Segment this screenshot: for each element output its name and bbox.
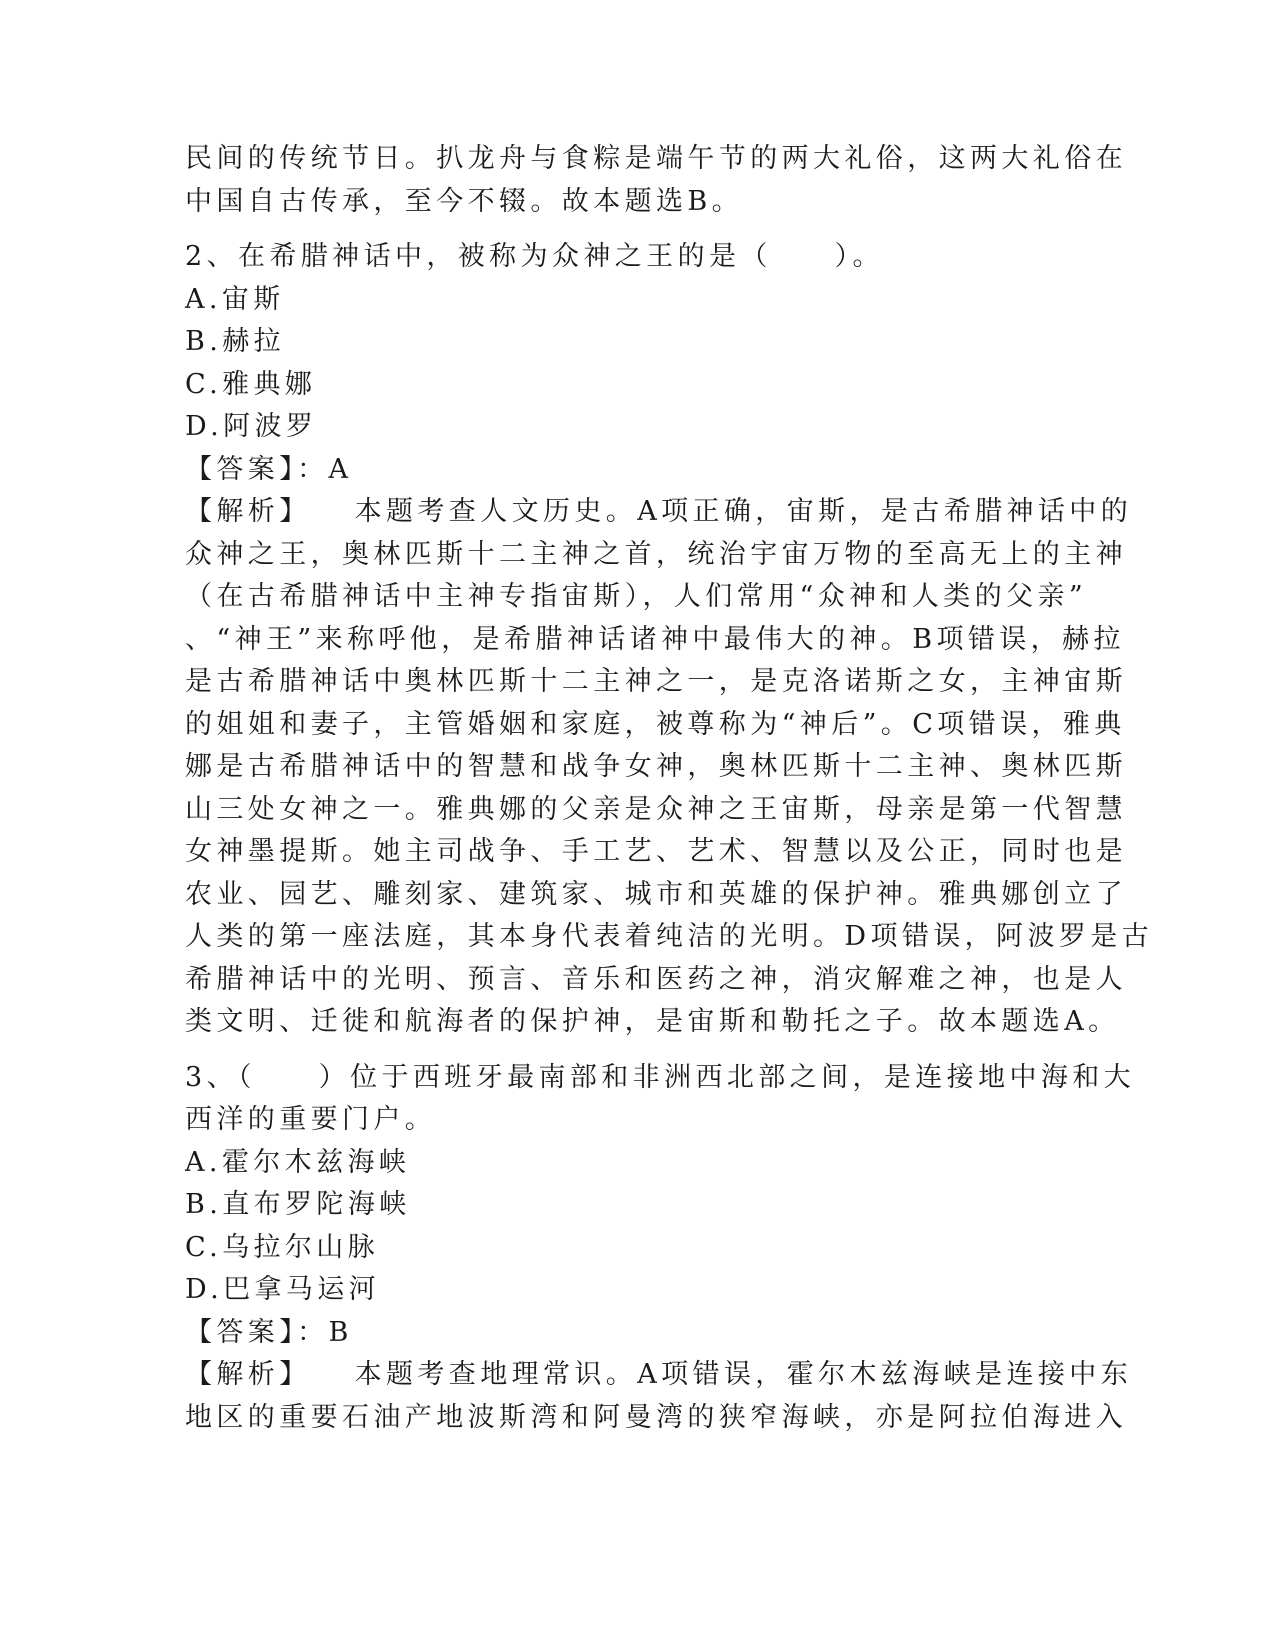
explanation-text: 本题考查地理常识。A项错误，霍尔木兹海峡是连接中东 [354,1359,1133,1390]
explanation-line: 的姐姐和妻子，主管婚姻和家庭，被尊称为“神后”。C项错误，雅典 [185,708,1126,740]
answer-line: 【答案】：A [185,453,353,485]
option-b: B.赫拉 [185,326,286,357]
explanation-line: 类文明、迁徙和航海者的保护神，是宙斯和勒托之子。故本题选A。 [185,1006,1120,1037]
option-c: C.雅典娜 [185,368,317,400]
explanation-line: 是古希腊神话中奥林匹斯十二主神之一，是克洛诺斯之女，主神宙斯 [185,666,1127,697]
explanation-text: 本题考查人文历史。A项正确，宙斯，是古希腊神话中的 [354,496,1133,527]
intro-paragraph [185,138,1127,223]
explanation-label: 【解析】 [185,1359,311,1390]
explanation-line: 人类的第一座法庭，其本身代表着纯洁的光明。D项错误，阿波罗是古 [185,921,1154,952]
explanation-line: 女神墨提斯。她主司战争、手工艺、艺术、智慧以及公正，同时也是 [185,836,1127,867]
explanation-line: 山三处女神之一。雅典娜的父亲是众神之王宙斯，母亲是第一代智慧 [185,793,1127,825]
option-b: B.直布罗陀海峡 [185,1189,411,1220]
option-c: C.乌拉尔山脉 [185,1231,380,1263]
explanation-label: 【解析】 [185,496,311,527]
option-a: A.宙斯 [185,283,285,315]
option-a: A.霍尔木兹海峡 [185,1146,411,1178]
option-d: D.巴拿马运河 [185,1274,381,1305]
question-3 [185,1057,1136,1440]
question-stem: 2、在希腊神话中，被称为众神之王的是（ ）。 [185,241,884,272]
answer-line: 【答案】：B [185,1316,353,1348]
question-stem: 3、（ ）位于西班牙最南部和非洲西北部之间，是连接地中海和大 [185,1061,1136,1093]
question-2 [185,236,1154,1044]
explanation-line: （在古希腊神话中主神专指宙斯），人们常用“众神和人类的父亲” [185,581,1088,612]
explanation-first-line [185,491,1133,534]
explanation-line: 娜是古希腊神话中的智慧和战争女神，奥林匹斯十二主神、奥林匹斯 [185,751,1127,782]
intro-line: 民间的传统节日。扒龙舟与食粽是端午节的两大礼俗，这两大礼俗在 [185,143,1127,174]
explanation-line: 希腊神话中的光明、预言、音乐和医药之神，消灾解难之神，也是人 [185,963,1127,995]
option-d: D.阿波罗 [185,411,318,442]
document-page [185,138,1154,1439]
intro-line: 中国自古传承，至今不辍。故本题选B。 [185,185,744,217]
question-stem: 西洋的重要门户。 [185,1104,437,1135]
explanation-first-line [185,1354,1133,1397]
explanation-line: 、“神王”来称呼他，是希腊神话诸神中最伟大的神。B项错误，赫拉 [185,623,1125,655]
explanation-line: 农业、园艺、雕刻家、建筑家、城市和英雄的保护神。雅典娜创立了 [185,878,1127,910]
explanation-line: 地区的重要石油产地波斯湾和阿曼湾的狭窄海峡，亦是阿拉伯海进入 [185,1401,1127,1433]
explanation-line: 众神之王，奥林匹斯十二主神之首，统治宇宙万物的至高无上的主神 [185,538,1127,570]
